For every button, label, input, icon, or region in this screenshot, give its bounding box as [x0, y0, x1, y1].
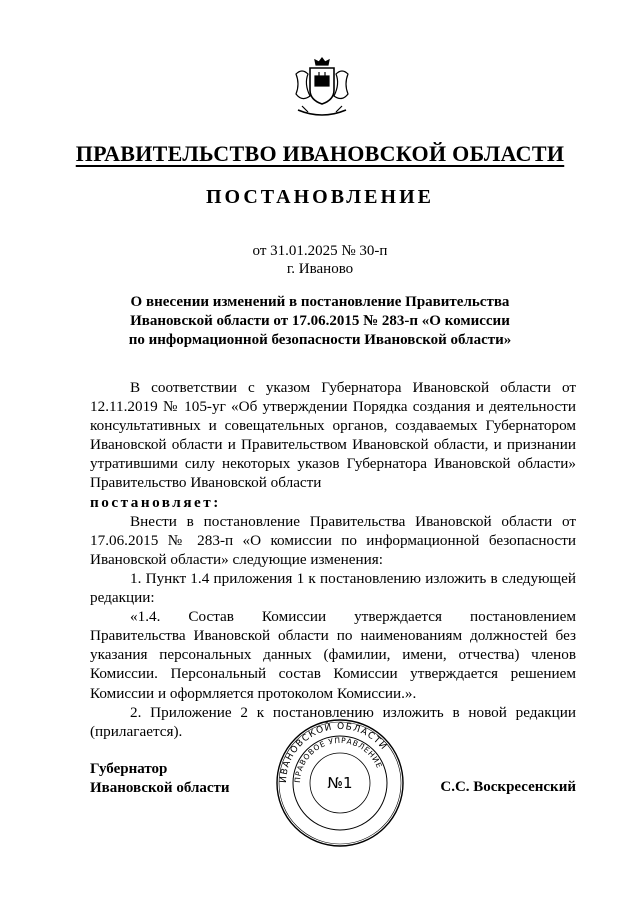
- body-paragraph-preamble: В соответствии с указом Губернатора Ивановской области от 12.11.2019 № 105-уг «Об утверждении Порядка создания и деятельности консультативных и совещательных органов, создаваемых Губернатором Ивановской области и Правительством Ивановской области, и признании утратившими силу некоторых указов Губернатора Ивановской области» Правительство Ивановской области: [90, 379, 576, 492]
- heading-line: О внесении изменений в постановление Правительства: [130, 294, 510, 310]
- government-title: ПРАВИТЕЛЬСТВО ИВАНОВСКОЙ ОБЛАСТИ: [75, 141, 565, 166]
- heading-line: по информационной безопасности Ивановской области»: [128, 332, 512, 348]
- signatory-position: [90, 760, 230, 798]
- document-body: [90, 378, 576, 741]
- decree-word: постановляет:: [90, 493, 221, 511]
- body-paragraph-item-1: 1. Пункт 1.4 приложения 1 к постановлению изложить в следующей редакции:: [90, 569, 576, 607]
- signatory-position-line: Ивановской области: [90, 780, 230, 796]
- document-city: г. Иваново: [286, 261, 354, 277]
- body-paragraph-amendment: Внести в постановление Правительства Ивановской области от 17.06.2015 № 283-п «О комиссии по информационной безопасности Ивановской области» следующие изменения:: [90, 512, 576, 568]
- stamp-number: №1: [327, 774, 353, 792]
- stamp-outer-text: ИВАНОВСКОЙ ОБЛАСТИ: [278, 721, 389, 784]
- heading-line: Ивановской области от 17.06.2015 № 283-п «О комиссии: [130, 313, 510, 329]
- official-stamp: [274, 717, 406, 849]
- coat-of-arms-emblem: [290, 54, 354, 120]
- signatory-name: С.С. Воскресенский: [440, 779, 576, 795]
- signatory-position-line: Губернатор: [90, 761, 168, 777]
- document-type: ПОСТАНОВЛЕНИЕ: [206, 186, 434, 208]
- body-paragraph-quote: «1.4. Состав Комиссии утверждается постановлением Правительства Ивановской области по наименованиям должностей без указания персональных данных (фамилии, имени, отчества) членов Комиссии. Персональный состав Комиссии утверждается решением Комиссии и оформляется протоколом Комиссии.».: [90, 608, 576, 702]
- stamp-inner-text: ПРАВОВОЕ УПРАВЛЕНИЕ: [292, 735, 384, 784]
- document-date-number: от 31.01.2025 № 30-п: [252, 243, 388, 259]
- body-paragraph-item-2: 2. Приложение 2 к постановлению изложить в новой редакции (прилагается).: [90, 703, 576, 740]
- document-heading: [90, 293, 550, 350]
- decree-word-line: [90, 493, 576, 512]
